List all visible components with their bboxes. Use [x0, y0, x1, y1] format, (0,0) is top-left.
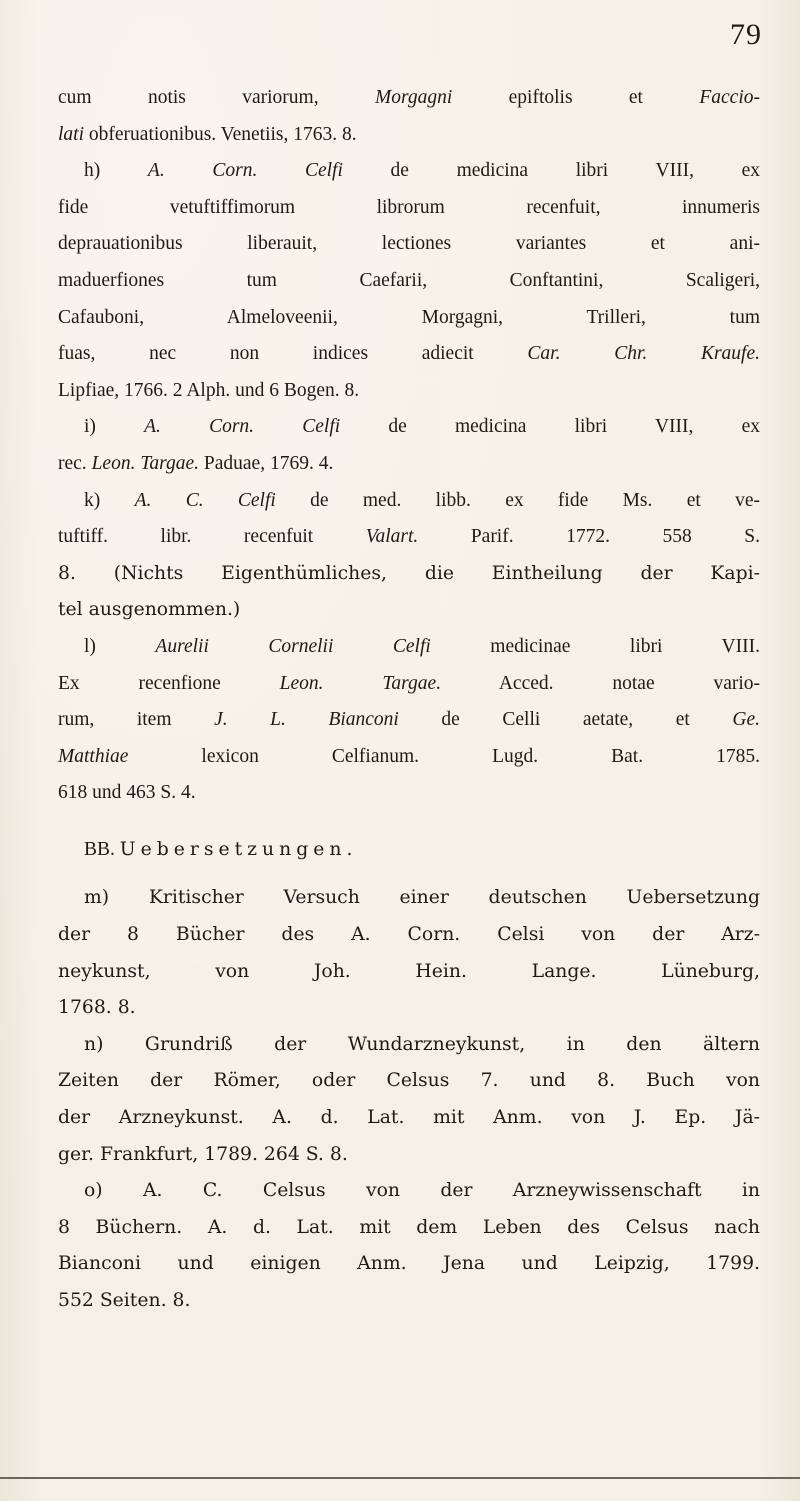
entry-line: Matthiae lexicon Celfianum. Lugd. Bat. 1785.	[58, 745, 760, 767]
page-bottom-rule	[0, 1477, 800, 1479]
entry-line: cum notis variorum, Morgagni epiftolis et Faccio-	[58, 87, 760, 108]
entry-line: 1768. 8.	[58, 997, 136, 1019]
entry-line: Zeiten der Römer, oder Celsus 7. und 8. Buch von	[58, 1070, 760, 1092]
entry-line: h) A. Corn. Celfi de medicina libri VIII, ex	[84, 160, 761, 182]
entry-m	[58, 880, 760, 1026]
section-heading: BB. Uebersetzungen.	[84, 838, 358, 860]
entry-line: Lipfiae, 1766. 2 Alph. und 6 Bogen. 8.	[58, 379, 360, 401]
entry-o	[58, 1173, 760, 1319]
entry-line: fuas, nec non indices adiecit Car. Chr. Kraufe.	[58, 343, 760, 365]
entry-line: der Arzneykunst. A. d. Lat. mit Anm. von J. Ep. Jä-	[58, 1107, 760, 1129]
entry-line: der 8 Bücher des A. Corn. Celsi von der Arz-	[58, 924, 760, 946]
entry-line: n) Grundriß der Wundarzneykunst, in den ältern	[84, 1033, 760, 1055]
entry-line: Ex recenfione Leon. Targae. Acced. notae vario-	[58, 672, 761, 694]
entry-n	[58, 1027, 760, 1173]
entry-line: 8. (Nichts Eigenthümliches, die Eintheilung der Kapi-	[58, 562, 760, 584]
entry-line: 552 Seiten. 8.	[58, 1290, 191, 1311]
entry-line: m) Kritischer Versuch einer deutschen Uebersetzung	[84, 887, 760, 909]
entry-line: o) A. C. Celsus von der Arzneywissenschaft in	[84, 1180, 760, 1202]
entry-line: ger. Frankfurt, 1789. 264 S. 8.	[58, 1143, 348, 1165]
entry-k	[58, 483, 760, 629]
entry-line: tel ausgenommen.)	[58, 599, 241, 621]
entry-h	[58, 153, 760, 409]
entry-line: maduerfiones tum Caefarii, Conftantini, Scaligeri,	[58, 269, 760, 291]
entry-i	[58, 409, 760, 482]
entry-line: neykunst, von Joh. Hein. Lange. Lüneburg,	[58, 960, 760, 982]
entry-line: fide vetuftiffimorum librorum recenfuit, innumeris	[58, 196, 760, 218]
entry-line: k) A. C. Celfi de med. libb. ex fide Ms. et ve-	[84, 489, 761, 511]
entry-line: i) A. Corn. Celfi de medicina libri VIII, ex	[84, 416, 760, 438]
entry-line: 8 Büchern. A. d. Lat. mit dem Leben des Celsus nach	[58, 1216, 760, 1238]
entry-line: rec. Leon. Targae. Paduae, 1769. 4.	[58, 452, 334, 474]
bibliography-text	[58, 80, 760, 1320]
page-number: 79	[730, 18, 762, 51]
entry-l	[58, 629, 760, 812]
entry-line: tuftiff. libr. recenfuit Valart. Parif. 1772. 558 S.	[58, 526, 760, 548]
entry-g-continuation	[58, 80, 760, 153]
entry-line: deprauationibus liberauit, lectiones variantes et ani-	[58, 233, 760, 255]
entry-line: rum, item J. L. Bianconi de Celli aetate, et Ge.	[58, 709, 761, 731]
entry-line: lati obferuationibus. Venetiis, 1763. 8.	[58, 123, 357, 145]
entry-line: Bianconi und einigen Anm. Jena und Leipzig, 1799.	[58, 1253, 760, 1275]
entry-line: l) Aurelii Cornelii Celfi medicinae libri VIII.	[84, 635, 760, 657]
entry-line: 618 und 463 S. 4.	[58, 782, 196, 804]
entry-line: Cafauboni, Almeloveenii, Morgagni, Trilleri, tum	[58, 306, 760, 328]
